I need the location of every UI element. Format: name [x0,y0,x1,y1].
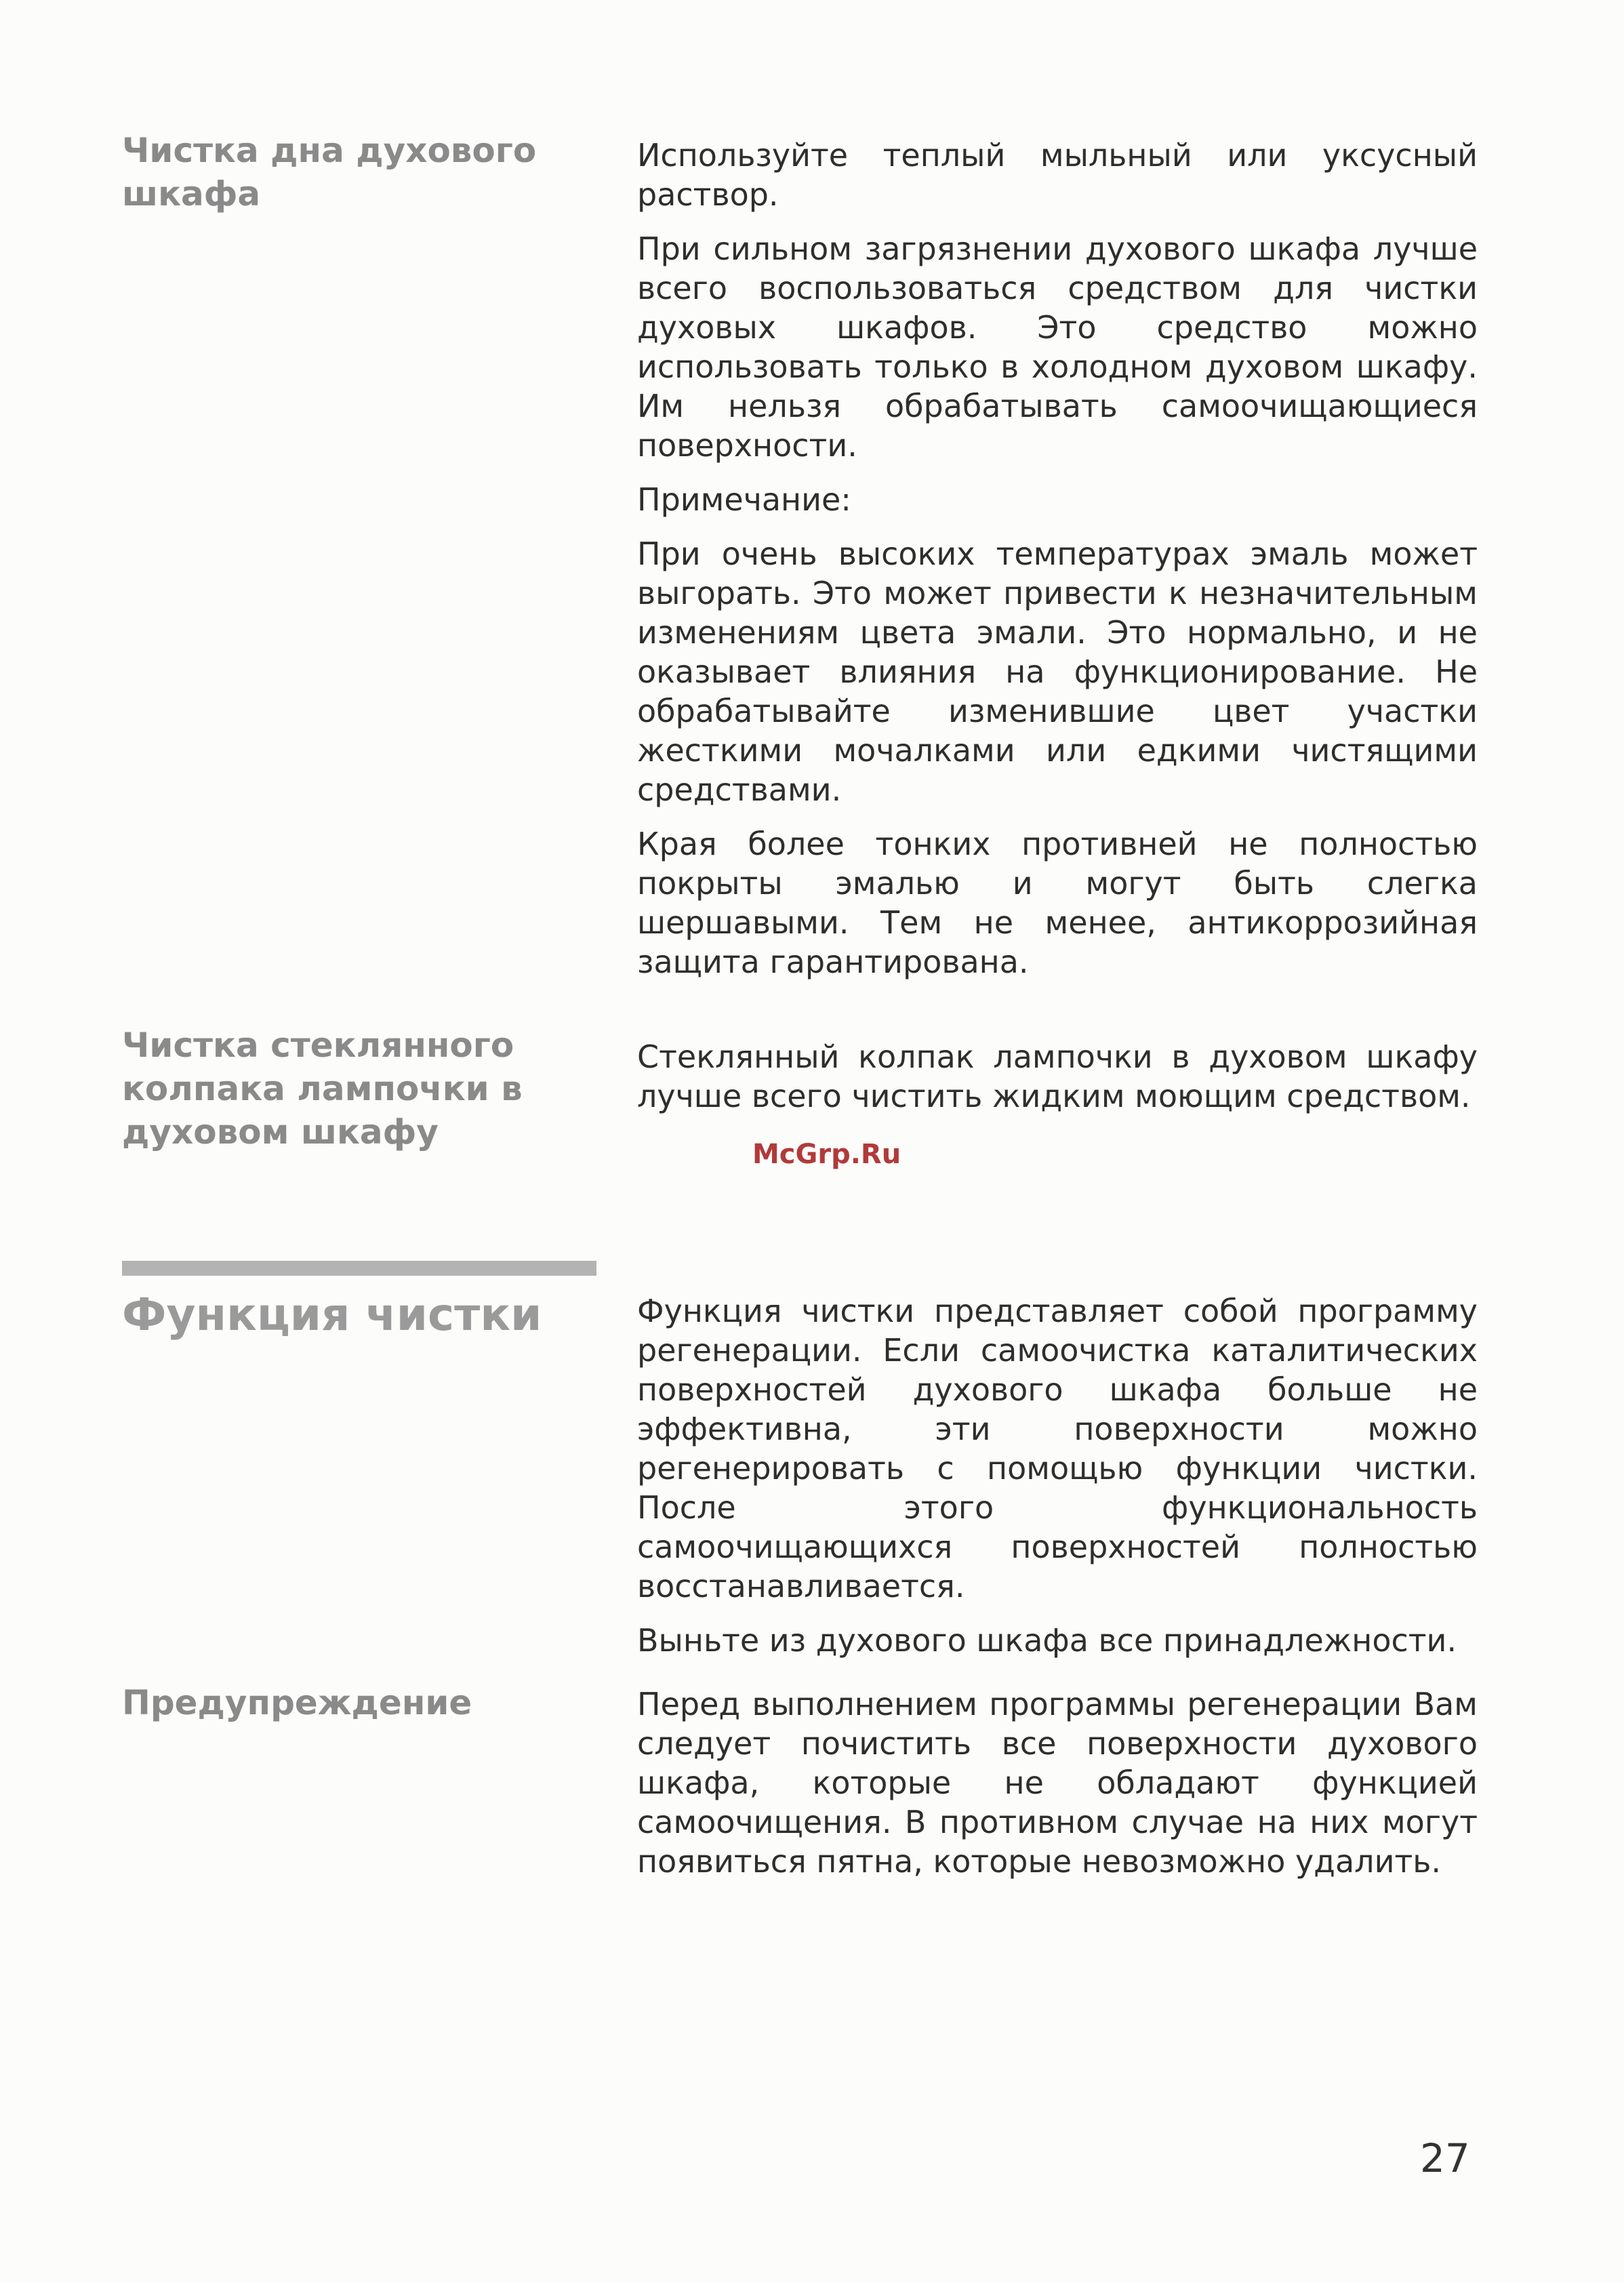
paragraph: Края более тонких противней не полностью покрыты эмалью и могут быть слегка шершавыми. Тем не менее, антикоррозийная защита гарантирована. [637,826,1478,980]
paragraph: Стеклянный колпак лампочки в духовом шкафу лучше всего чистить жидким моющим средством. [637,1038,1478,1114]
section-lamp-cover-body [637,1037,1478,1131]
watermark: McGrp.Ru [752,1139,901,1170]
section-oven-bottom-body [637,136,1478,996]
heading-warning: Предупреждение [122,1683,472,1722]
section-cleaning-function-body [637,1291,1478,1675]
page-number: 27 [1420,2135,1470,2181]
paragraph: Используйте теплый мыльный или уксусный раствор. [637,137,1478,213]
heading-oven-bottom-cleaning: Чистка дна духового шкафа [122,131,537,214]
paragraph: Функция чистки представляет собой программу регенерации. Если самоочистка каталитических поверхностей духового шкафа больше не эффективна, эти поверхности можно регенерировать с помощью функции чистки. После этого функциональность самоочищающихся поверхностей полностью восстанавливается. [637,1293,1478,1604]
section-warning-body [637,1684,1478,1896]
paragraph: Выньте из духового шкафа все принадлежности. [637,1622,1457,1659]
paragraph: Перед выполнением программы регенерации Вам следует почистить все поверхности духового шкафа, которые не обладают функцией самоочищения. В противном случае на них могут появиться пятна, которые невозможно удалить. [637,1686,1478,1880]
paragraph: При очень высоких температурах эмаль может выгорать. Это может привести к незначительным изменениям цвета эмали. Это нормально, и не оказывает влияния на функционирование. Не обрабатывайте изменившие цвет участки жесткими мочалками или едкими чистящими средствами. [637,536,1478,808]
heading-cleaning-function: Функция чистки [122,1289,542,1341]
paragraph: При сильном загрязнении духового шкафа лучше всего воспользоваться средством для чистки духовых шкафов. Это средство можно использовать только в холодном духовом шкафу. Им нельзя обрабатывать самоочищающиеся поверхности. [637,230,1478,464]
section-divider [122,1261,596,1276]
heading-lamp-cover-cleaning: Чистка стеклянного колпака лампочки в духовом шкафу [122,1026,523,1152]
note-label: Примечание: [637,481,851,518]
